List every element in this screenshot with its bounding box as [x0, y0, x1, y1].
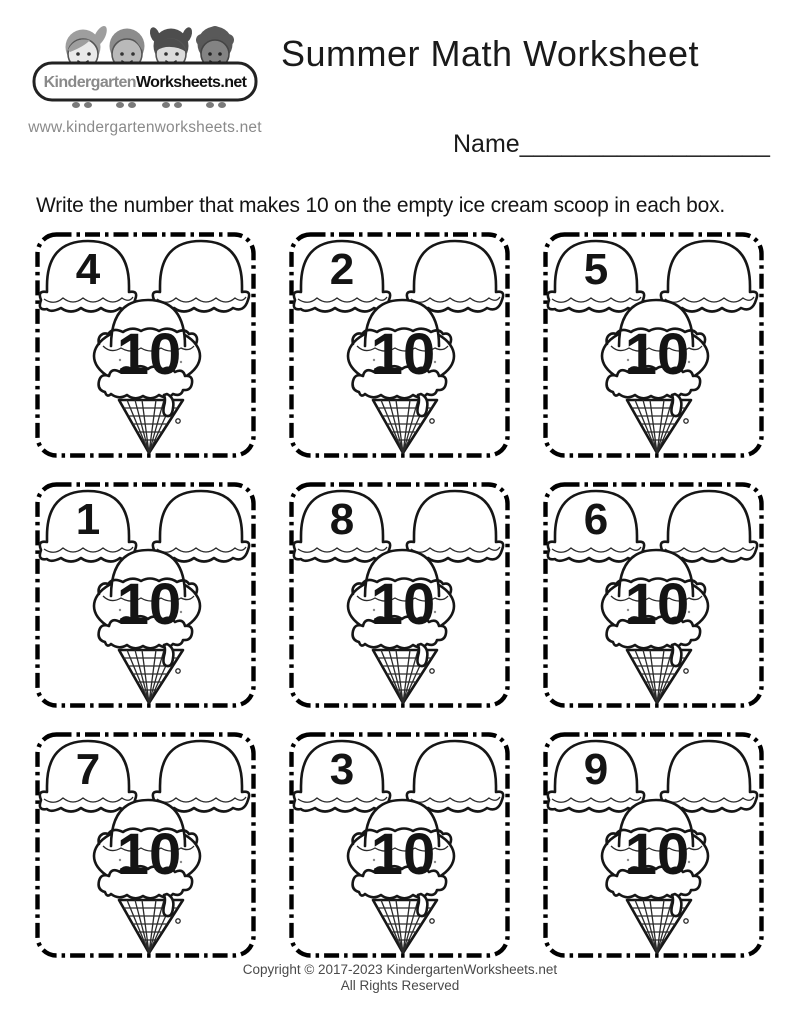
worksheet-box-8 [289, 732, 510, 958]
worksheet-box-5 [289, 482, 510, 708]
problems-grid [35, 232, 764, 958]
kindergarten-worksheets-logo [30, 10, 260, 118]
addend-number: 6 [583, 495, 609, 544]
worksheet-box-9 [543, 732, 764, 958]
worksheet-box-2 [289, 232, 510, 458]
copyright-text: Copyright © 2017-2023 KindergartenWorksheets.net [242, 962, 558, 977]
logo-brand-black: Worksheets.net [135, 74, 247, 91]
addend-number: 3 [329, 745, 355, 794]
target-number: 10 [624, 322, 690, 387]
logo-brand-text [44, 74, 248, 91]
target-number: 10 [624, 572, 690, 637]
target-number: 10 [370, 322, 436, 387]
addend-number: 9 [583, 745, 609, 794]
addend-number: 7 [75, 745, 101, 794]
logo-brand-gray: Kindergarten [43, 74, 136, 91]
name-blank-line: __________________ [519, 130, 770, 158]
footer [0, 962, 800, 995]
addend-number: 2 [329, 245, 355, 294]
target-number: 10 [624, 822, 690, 887]
worksheet-box-1 [35, 232, 256, 458]
addend-number: 4 [75, 245, 101, 294]
target-number: 10 [116, 572, 182, 637]
target-number: 10 [116, 822, 182, 887]
worksheet-box-4 [35, 482, 256, 708]
page-title: Summer Math Worksheet [281, 33, 699, 74]
name-field [453, 130, 770, 159]
worksheet-box-6 [543, 482, 764, 708]
target-number: 10 [370, 572, 436, 637]
rights-text: All Rights Reserved [340, 978, 460, 994]
instruction-text: Write the number that makes 10 on the empty ice cream scoop in each box. [36, 194, 726, 217]
logo-website-url: www.kindergartenworksheets.net [28, 119, 262, 136]
addend-number: 1 [75, 495, 101, 544]
worksheet-box-3 [543, 232, 764, 458]
target-number: 10 [370, 822, 436, 887]
worksheet-box-7 [35, 732, 256, 958]
addend-number: 5 [583, 245, 609, 294]
target-number: 10 [116, 322, 182, 387]
logo-feet [72, 102, 226, 108]
name-label: Name [453, 130, 520, 158]
addend-number: 8 [329, 495, 355, 544]
